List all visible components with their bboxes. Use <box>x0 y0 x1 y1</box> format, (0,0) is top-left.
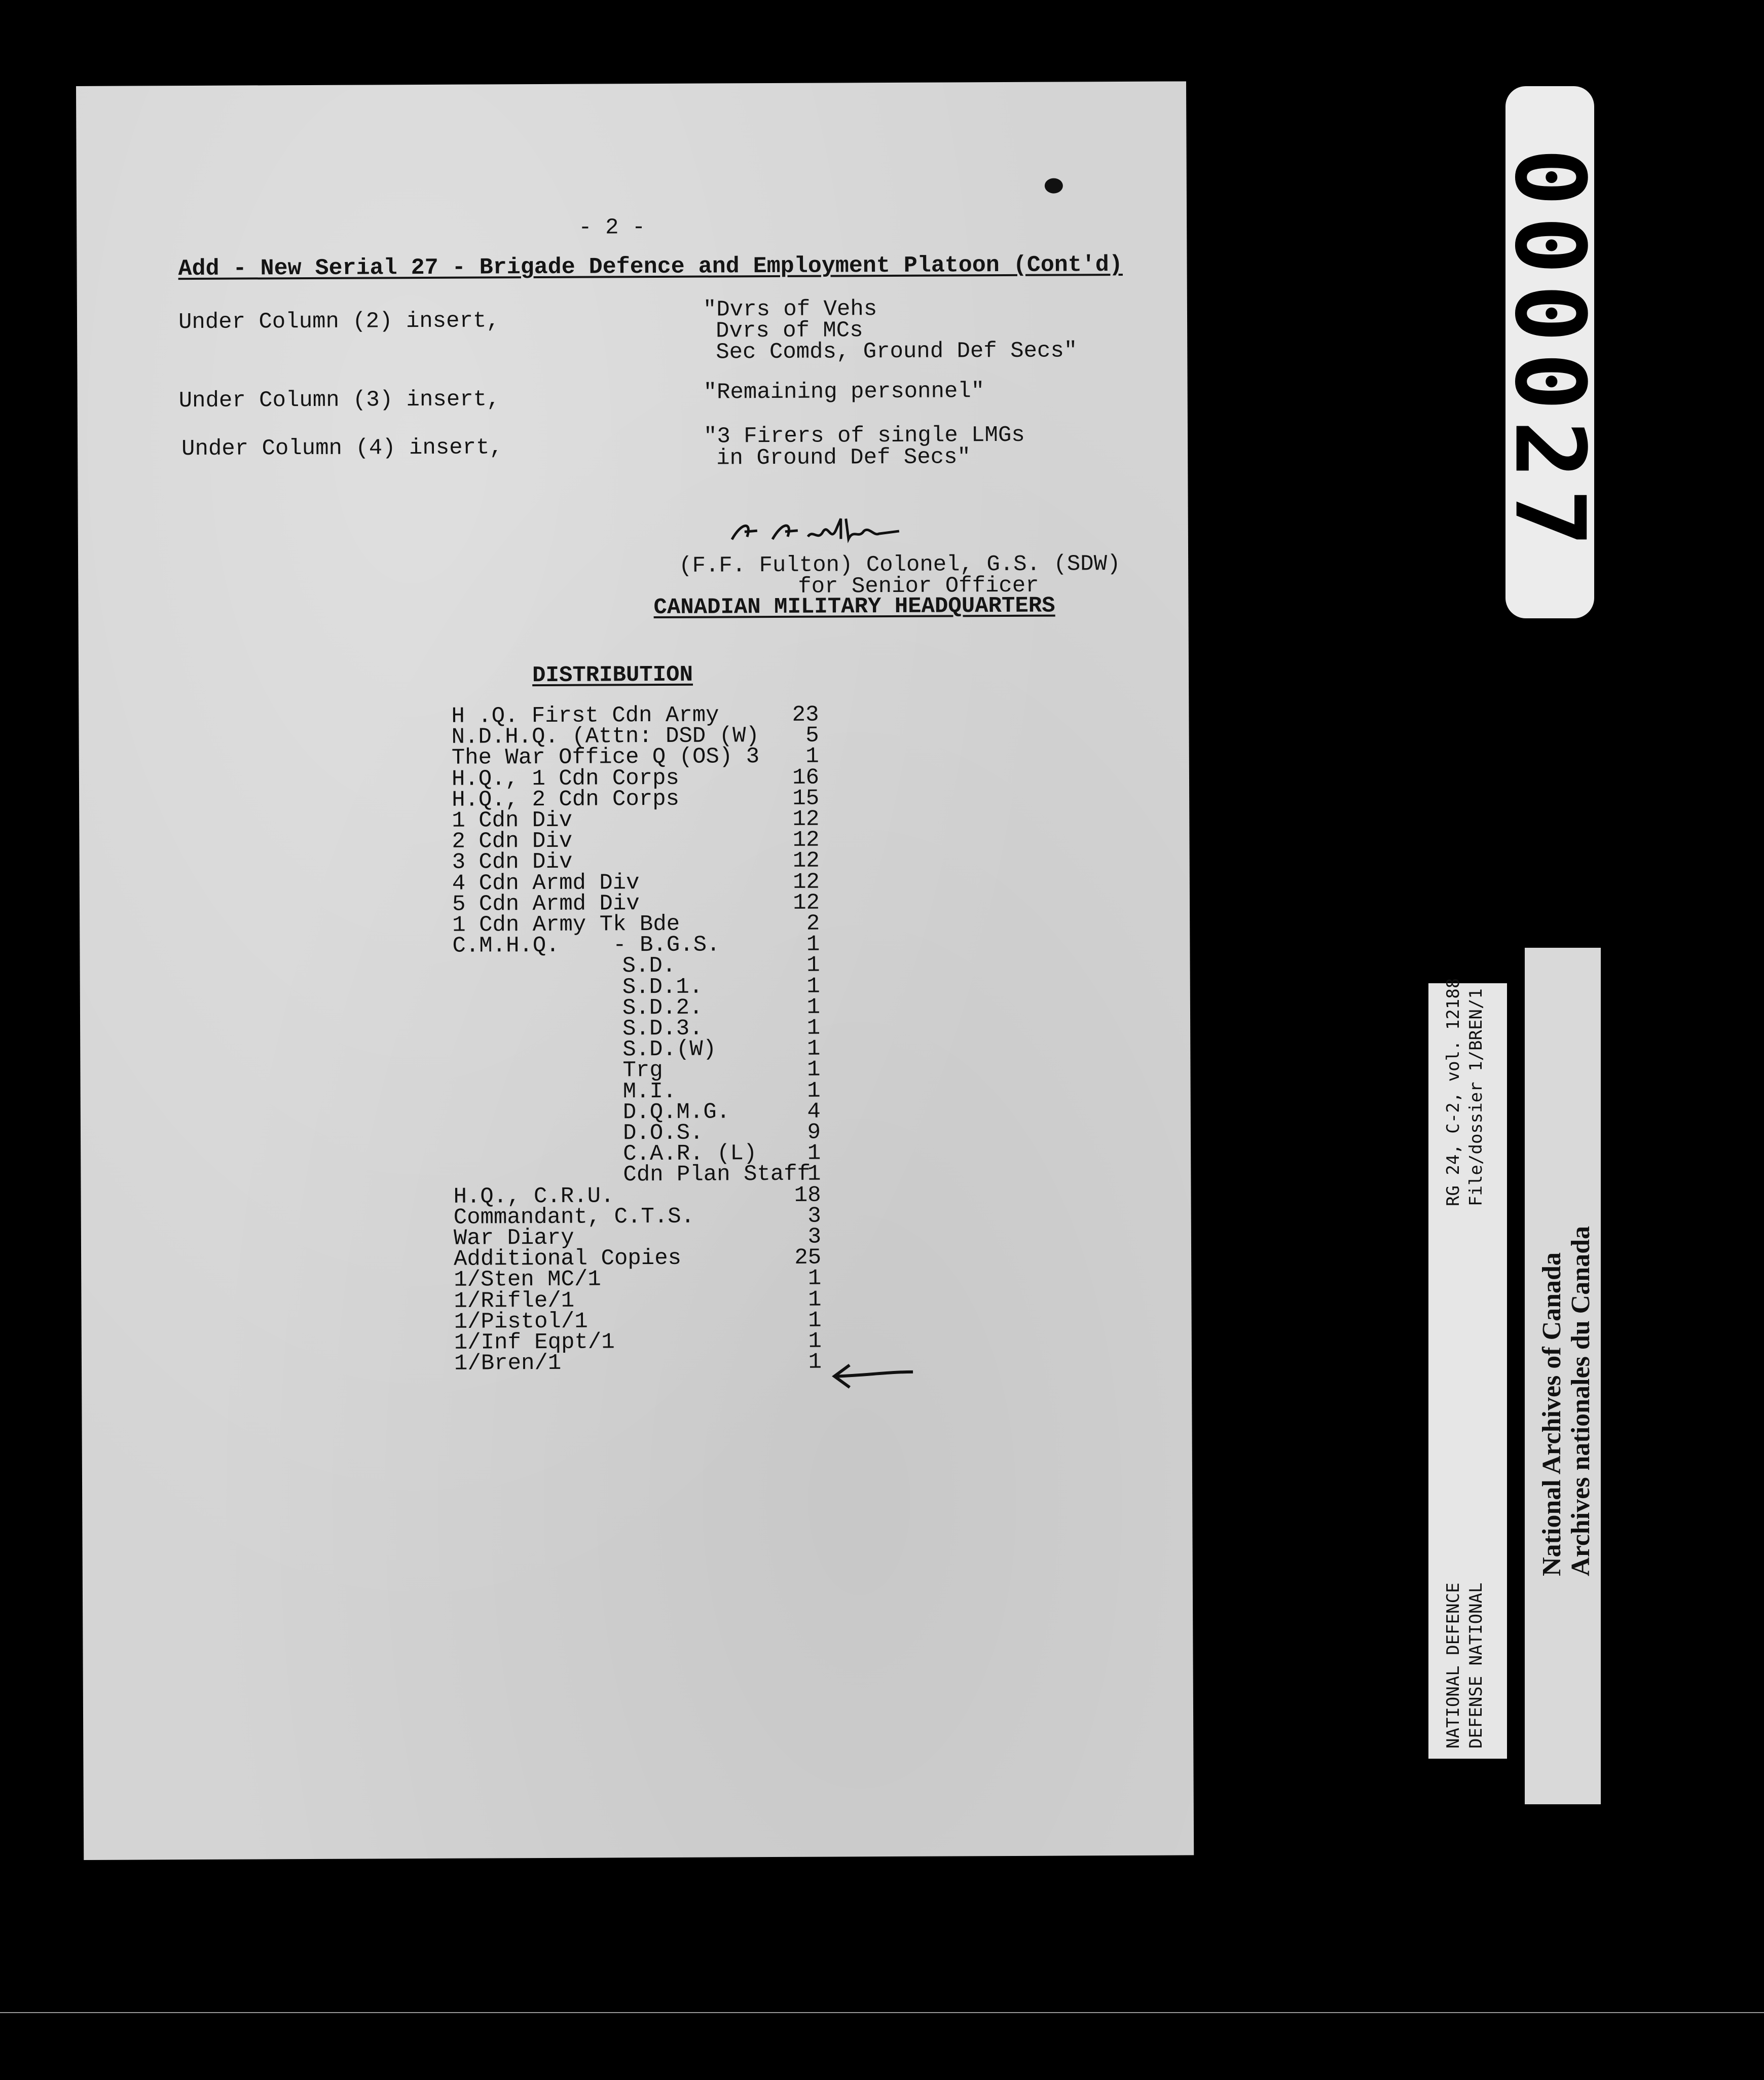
distribution-recipient: C.M.H.Q. - B.G.S. <box>452 932 720 959</box>
distribution-recipient: Trg <box>622 1057 663 1084</box>
distribution-recipient: 1/Pistol/1 <box>454 1309 588 1335</box>
distribution-count: 12 <box>792 848 820 874</box>
distribution-recipient: H.Q., 1 Cdn Corps <box>451 765 679 792</box>
insert-value-line: "Dvrs of Vehs <box>703 296 877 323</box>
distribution-title: DISTRIBUTION <box>532 662 693 689</box>
distribution-recipient: Commandant, C.T.S. <box>453 1204 695 1231</box>
distribution-count: 23 <box>792 702 819 728</box>
arrow-pointer-icon <box>827 1361 918 1392</box>
distribution-recipient: H .Q. First Cdn Army <box>451 702 719 729</box>
distribution-recipient: Additional Copies <box>453 1245 682 1272</box>
distribution-recipient: D.Q.M.G. <box>622 1099 730 1126</box>
distribution-count: 4 <box>807 1099 821 1125</box>
frame-number: 000027 <box>1494 147 1606 557</box>
insert-value-line: "Remaining personnel" <box>703 379 985 405</box>
distribution-count: 2 <box>806 911 820 937</box>
distribution-recipient: 1/Sten MC/1 <box>454 1267 601 1293</box>
distribution-count: 1 <box>807 1266 822 1291</box>
reference-line: File/dossier 1/BREN/1 <box>1466 988 1486 1206</box>
insert-value-line: Sec Comds, Ground Def Secs" <box>716 338 1078 365</box>
insert-value-line: Dvrs of MCs <box>716 318 863 344</box>
distribution-recipient: H.Q., C.R.U. <box>453 1183 614 1210</box>
distribution-recipient: War Diary <box>453 1225 574 1251</box>
distribution-recipient: 1 Cdn Div <box>452 807 573 834</box>
distribution-recipient: M.I. <box>622 1079 677 1105</box>
film-edge-line <box>0 2012 1764 2013</box>
distribution-count: 12 <box>792 869 820 895</box>
distribution-recipient: S.D.(W) <box>622 1036 717 1063</box>
distribution-count: 1 <box>806 1015 821 1041</box>
distribution-recipient: C.A.R. (L) <box>623 1141 757 1167</box>
distribution-count: 12 <box>793 890 820 916</box>
distribution-recipient: The War Office Q (OS) 3 <box>451 744 760 771</box>
institution-line: National Archives of Canada <box>1537 1252 1566 1576</box>
distribution-recipient: 1 Cdn Army Tk Bde <box>452 911 680 938</box>
distribution-recipient: S.D.1. <box>622 974 703 1000</box>
distribution-recipient: S.D. <box>622 953 676 979</box>
ink-dot <box>1045 178 1063 194</box>
distribution-count: 3 <box>807 1224 822 1250</box>
distribution-count: 1 <box>806 1036 821 1062</box>
distribution-recipient: Cdn Plan Staff <box>623 1161 811 1188</box>
distribution-recipient: 1/Inf Eqpt/1 <box>454 1329 615 1356</box>
distribution-count: 15 <box>792 786 820 811</box>
handwritten-signature <box>727 511 909 552</box>
distribution-recipient: D.O.S. <box>622 1120 704 1146</box>
insert-value-line: in Ground Def Secs" <box>716 444 971 471</box>
signature-for: for Senior Officer <box>798 573 1039 600</box>
distribution-count: 12 <box>792 806 820 832</box>
distribution-count: 1 <box>805 744 819 769</box>
distribution-count: 1 <box>806 952 820 978</box>
distribution-count: 1 <box>807 1287 822 1313</box>
distribution-count: 18 <box>794 1182 821 1208</box>
distribution-count: 16 <box>792 765 820 791</box>
distribution-count: 1 <box>808 1349 822 1375</box>
distribution-recipient: 1/Bren/1 <box>454 1350 562 1377</box>
institution-label <box>1525 948 1601 1804</box>
distribution-count: 1 <box>806 932 820 957</box>
institution-line: Archives nationales du Canada <box>1566 1225 1595 1576</box>
distribution-recipient: 4 Cdn Armd Div <box>452 870 640 897</box>
page-number: - 2 - <box>578 215 646 241</box>
distribution-recipient: S.D.3. <box>622 1016 703 1042</box>
distribution-count: 1 <box>806 994 821 1020</box>
document-heading: Add - New Serial 27 - Brigade Defence and Employment Platoon (Cont'd) <box>178 251 1123 282</box>
distribution-count: 12 <box>792 827 820 853</box>
signature-organization: CANADIAN MILITARY HEADQUARTERS <box>653 593 1055 621</box>
distribution-count: 1 <box>807 1140 821 1166</box>
document-page <box>76 81 1194 1860</box>
distribution-count: 1 <box>808 1308 822 1333</box>
distribution-count: 25 <box>794 1245 822 1271</box>
department-line: DEFENSE NATIONAL <box>1466 1582 1486 1749</box>
distribution-count: 1 <box>807 1078 821 1104</box>
distribution-recipient: 1/Rifle/1 <box>454 1288 575 1314</box>
insert-label: Under Column (3) insert, <box>178 387 500 414</box>
distribution-recipient: S.D.2. <box>622 995 703 1021</box>
distribution-count: 1 <box>806 1057 821 1083</box>
distribution-count: 1 <box>807 1161 821 1187</box>
distribution-recipient: 5 Cdn Armd Div <box>452 891 640 917</box>
distribution-count: 3 <box>807 1203 821 1229</box>
distribution-recipient: N.D.H.Q. (Attn: DSD (W) <box>451 723 760 750</box>
insert-value-line: "3 Firers of single LMGs <box>703 422 1025 450</box>
distribution-recipient: 3 Cdn Div <box>452 849 573 875</box>
insert-label: Under Column (4) insert, <box>181 435 503 462</box>
distribution-count: 9 <box>807 1120 821 1145</box>
reference-line: RG 24, C-2, vol. 12188 <box>1443 978 1463 1206</box>
distribution-count: 1 <box>808 1328 822 1354</box>
insert-label: Under Column (2) insert, <box>178 308 500 336</box>
frame-number-strip <box>1494 86 1606 618</box>
distribution-recipient: H.Q., 2 Cdn Corps <box>452 786 680 813</box>
distribution-count: 5 <box>805 723 819 749</box>
department-line: NATIONAL DEFENCE <box>1443 1582 1463 1749</box>
distribution-recipient: 2 Cdn Div <box>452 828 573 855</box>
reference-label <box>1428 978 1507 1759</box>
distribution-count: 1 <box>806 974 820 999</box>
signature-name: (F.F. Fulton) Colonel, G.S. (SDW) <box>679 551 1121 579</box>
